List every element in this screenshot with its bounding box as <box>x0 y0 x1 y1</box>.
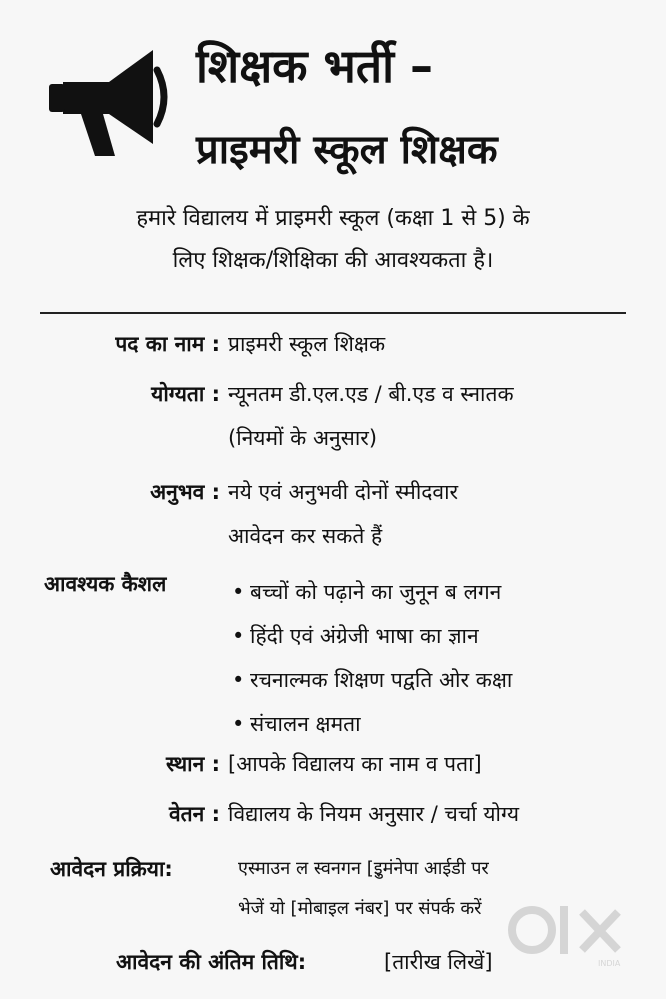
salary-value: विद्यालय के नियम अनुसार / चर्चा योग्य <box>228 802 520 826</box>
location-value: [आपके विद्यालय का नाम व पता] <box>228 752 482 776</box>
olx-sub-label: INDIA <box>598 959 621 968</box>
deadline-label: आवेदन की अंतिम तिथि: <box>116 950 307 974</box>
intro-line-2: लिए शिक्षक/शिक्षिका की आवश्यकता है। <box>172 248 494 273</box>
post-label: पद का नाम : <box>115 332 220 356</box>
deadline-value: [तारीख लिखें] <box>384 950 493 974</box>
header <box>0 0 666 190</box>
qualification-label: योग्यता : <box>151 382 220 406</box>
location-label: स्थान : <box>166 752 220 776</box>
experience-value <box>228 470 458 558</box>
process-label: आवेदन प्रक्रिया: <box>50 857 173 881</box>
page-subtitle: प्राइमरी स्कूल शिक्षक <box>196 127 498 173</box>
post-value: प्राइमरी स्कूल शिक्षक <box>228 332 386 356</box>
salary-label: वेतन : <box>168 802 220 826</box>
process-line-1: एस्माउन ल स्वनगन [इुमंनेपा आईडी पर <box>238 858 489 879</box>
intro-line-1: हमारे विद्यालय में प्राइमरी स्कूल (कक्षा 1 से 5) के <box>136 206 530 231</box>
qualification-line-2: (नियमों के अनुसार) <box>228 426 378 450</box>
qualification-value <box>228 372 514 460</box>
skills-list <box>232 570 512 746</box>
process-value <box>238 849 489 929</box>
list-item: • हिंदी एवं अंग्रेजी भाषा का ज्ञान <box>232 614 512 658</box>
skills-label: आवश्यक कैशल <box>44 572 167 596</box>
qualification-line-1: न्यूनतम डी.एल.एड / बी.एड व स्नातक <box>228 382 514 406</box>
olx-logo <box>500 900 640 970</box>
list-item: • रचनाल्मक शिक्षण पद्वति ओर कक्षा <box>232 658 512 702</box>
list-item: • बच्चों को पढ़ाने का जुनून ब लगन <box>232 570 512 614</box>
experience-label: अनुभव : <box>150 480 220 504</box>
page-title: शिक्षक भर्ती – <box>196 39 434 93</box>
process-line-2: भेजें यो [मोबाइल नंबर] पर संपर्क करें <box>238 898 482 919</box>
experience-line-1: नये एवं अनुभवी दोनों स्मीदवार <box>228 480 459 504</box>
intro-text <box>30 198 636 282</box>
divider <box>40 312 626 314</box>
experience-line-2: आवेदन कर सकते हैं <box>228 524 383 548</box>
list-item-continuation: • संचालन क्षमता <box>232 702 512 746</box>
megaphone-icon <box>45 40 175 160</box>
